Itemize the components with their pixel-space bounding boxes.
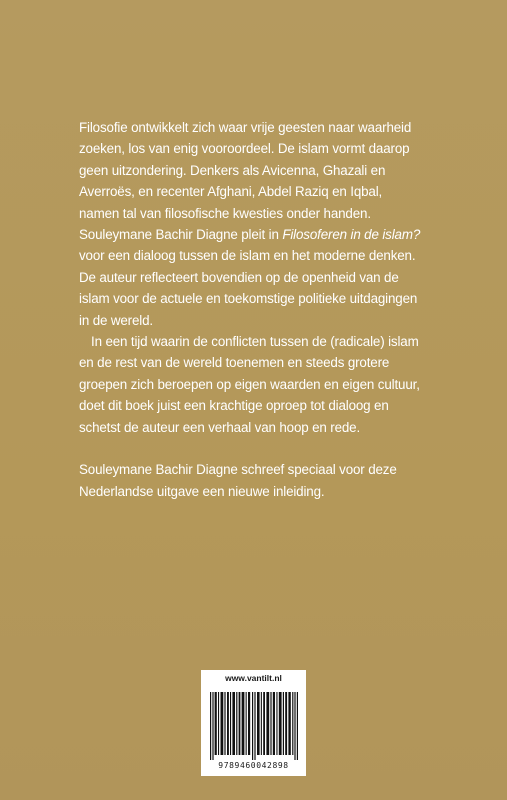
barcode-icon — [210, 692, 298, 760]
publisher-url: www.vantilt.nl — [225, 673, 282, 683]
blurb-paragraph-3: Souleymane Bachir Diagne schreef speciaal voor deze Nederlandse uitgave een nieuwe inleiding. — [79, 462, 397, 499]
blurb-paragraph-1-text-a: Filosofie ontwikkelt zich waar vrije geesten naar waarheid zoeken, los van enig vooroordeel. De islam vormt daarop geen uitzondering. Denkers als Avicenna, Ghazali en Averroës, en recenter Afghani, Abdel Raziq en Iqbal, namen tal van filosofische kwesties onder handen. Souleymane Bachir Diagne pleit in — [79, 120, 412, 243]
blurb-paragraph-2: In een tijd waarin de conflicten tussen de (radicale) islam en de rest van de wereld toenemen en steeds grotere groepen zich beroepen op eigen waarden en eigen cultuur, doet dit boek juist een krachtige oproep tot dialoog en schetst de auteur een verhaal van hoop en rede. — [79, 334, 420, 435]
blurb-paragraph-1-text-b: voor een dialoog tussen de islam en het moderne denken. De auteur reflecteert bovendien op de openheid van de islam voor de actuele en toekomstige politieke uitdagingen in de wereld. — [79, 248, 418, 328]
blurb-paragraph-1 — [79, 117, 424, 331]
barcode-label — [201, 670, 306, 776]
isbn-number: 9789460042898 — [218, 761, 289, 770]
back-cover-blurb — [79, 117, 424, 502]
book-title-italic: Filosoferen in de islam? — [282, 227, 421, 243]
